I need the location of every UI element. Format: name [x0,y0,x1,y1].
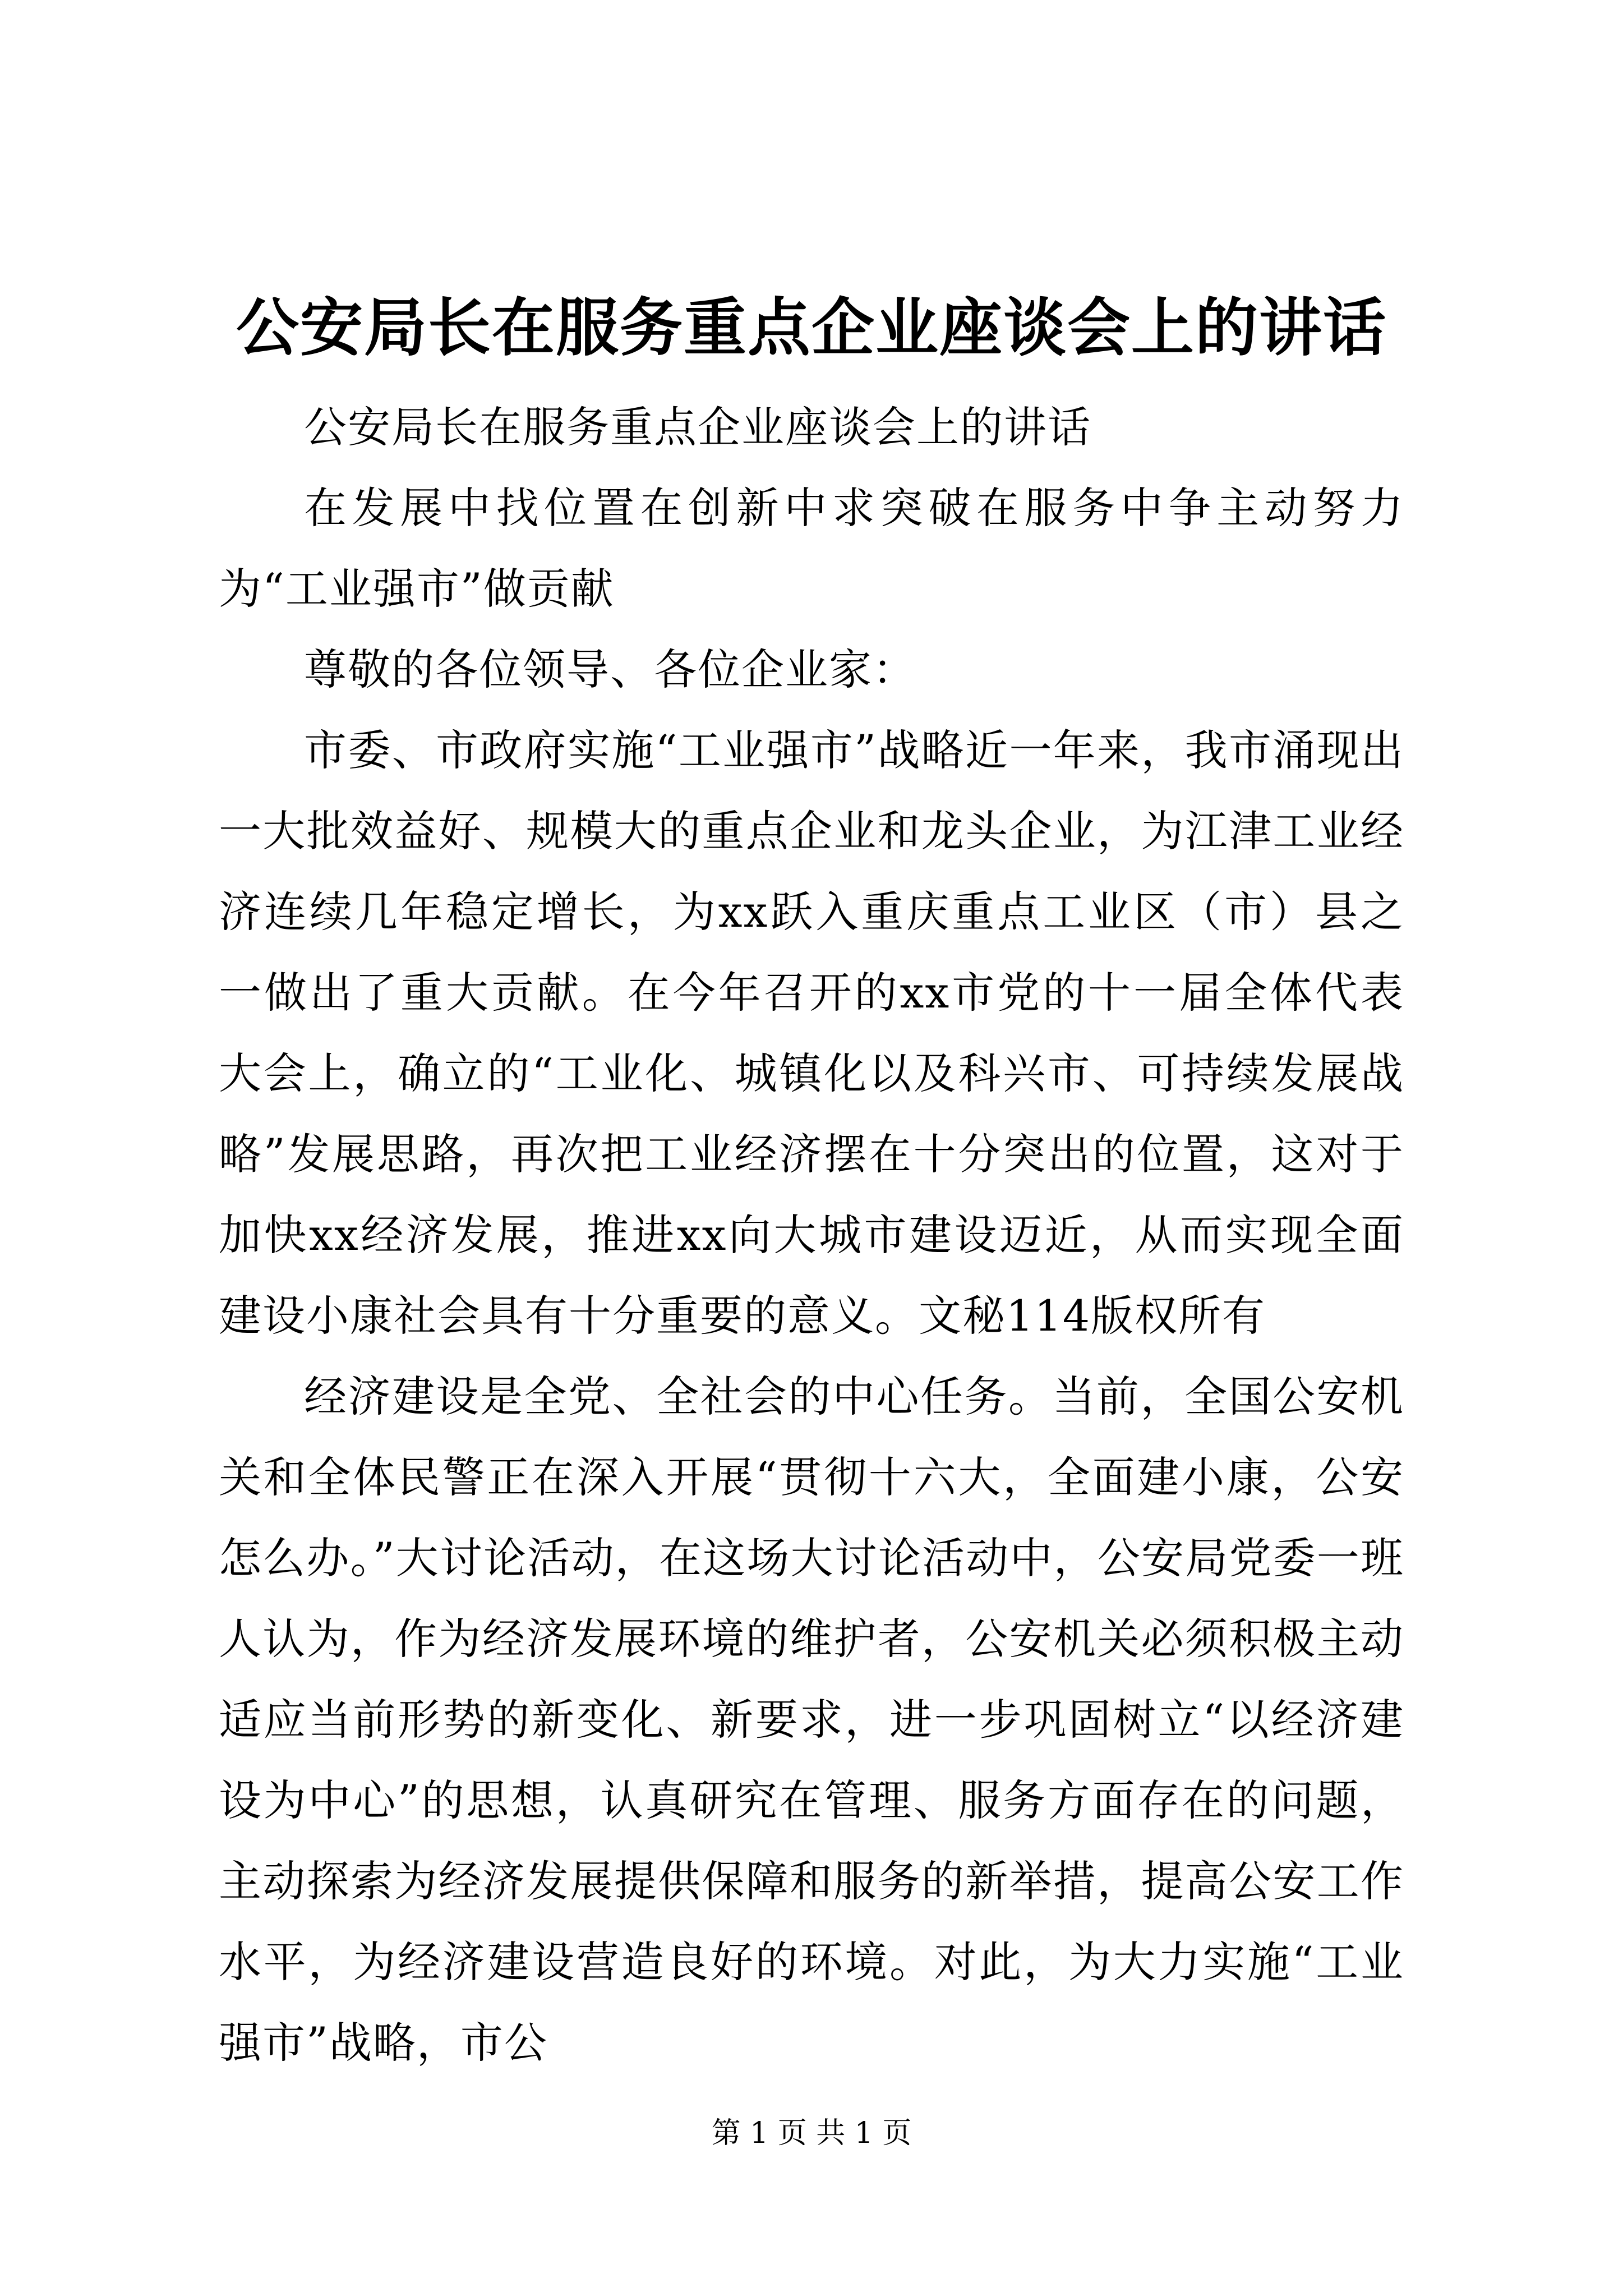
paragraph-body-1: 市委、市政府实施“工业强市”战略近一年来，我市涌现出一大批效益好、规模大的重点企业和龙头企业，为江津工业经济连续几年稳定增长，为xx跃入重庆重点工业区（市）县之一做出了重大贡献。在今年召开的xx市党的十一届全体代表大会上，确立的“工业化、城镇化以及科兴市、可持续发展战略”发展思路，再次把工业经济摆在十分突出的位置，这对于加快xx经济发展，推进xx向大城市建设迈近，从而实现全面建设小康社会具有十分重要的意义。文秘114版权所有 [219,725,1404,1341]
paragraph-salutation: 尊敬的各位领导、各位企业家： [304,645,916,694]
paragraph-subtitle: 公安局长在服务重点企业座谈会上的讲话 [304,402,1091,452]
document-body [219,387,1404,2083]
paragraph-body-2: 经济建设是全党、全社会的中心任务。当前，全国公安机关和全体民警正在深入开展“贯彻十六大，全面建小康，公安怎么办。”大讨论活动，在这场大讨论活动中，公安局党委一班人认为，作为经济发展环境的维护者，公安机关必须积极主动适应当前形势的新变化、新要求，进一步巩固树立“以经济建设为中心”的思想，认真研究在管理、服务方面存在的问题，主动探索为经济发展提供保障和服务的新举措，提高公安工作水平，为经济建设营造良好的环境。对此，为大力实施“工业强市”战略，市公 [219,1372,1404,2068]
page-footer: 第 1 页 共 1 页 [711,2116,912,2150]
paragraph-theme: 在发展中找位置在创新中求突破在服务中争主动努力为“工业强市”做贡献 [219,483,1404,614]
document-title: 公安局长在服务重点企业座谈会上的讲话 [236,291,1387,365]
